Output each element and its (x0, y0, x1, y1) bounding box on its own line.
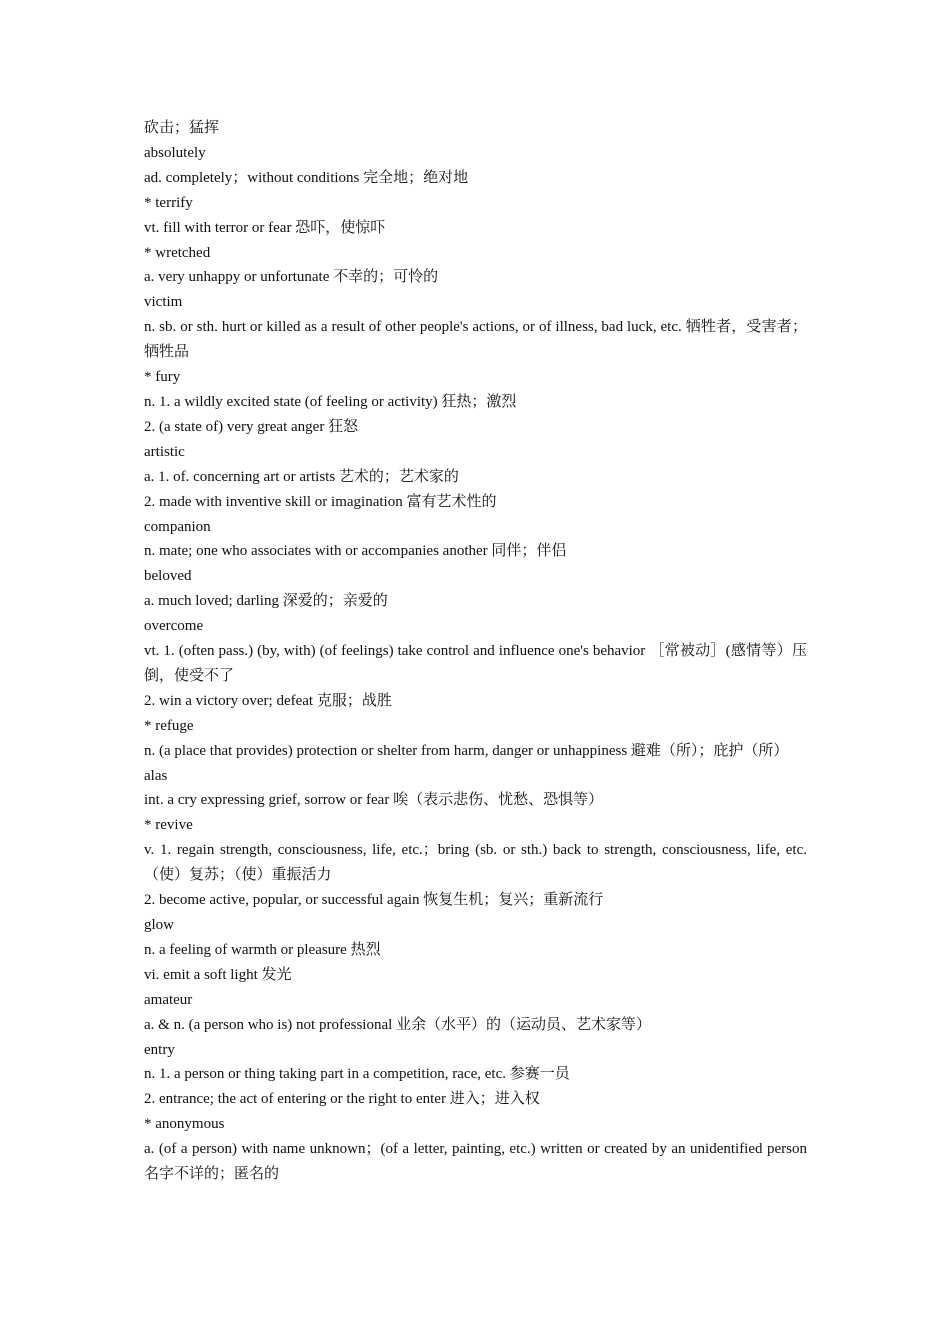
vocab-headword: artistic (144, 443, 185, 460)
vocab-definition: n. mate; one who associates with or accompanies another 同伴；伴侣 (144, 543, 567, 560)
vocab-definition: vt. fill with terror or fear 恐吓，使惊吓 (144, 219, 386, 236)
vocab-definition: 2. entrance; the act of entering or the right to enter 进入；进入权 (144, 1091, 540, 1108)
vocab-headword: * refuge (144, 717, 194, 734)
vocab-definition: n. a feeling of warmth or pleasure 热烈 (144, 941, 381, 958)
vocab-headword: companion (144, 518, 211, 535)
vocab-headword: overcome (144, 618, 204, 635)
vocab-headword: entry (144, 1041, 175, 1058)
vocab-headword: absolutely (144, 144, 206, 161)
vocab-definition: v. 1. regain strength, consciousness, life, etc.；bring (sb. or sth.) back to strength, consciousness, life, etc. （使）复苏；（使）重振活力 (144, 842, 807, 884)
vocab-definition: a. & n. (a person who is) not professional 业余（水平）的（运动员、艺术家等） (144, 1016, 652, 1033)
vocab-definition: a. 1. of. concerning art or artists 艺术的；艺术家的 (144, 468, 459, 485)
vocab-headword: * wretched (144, 244, 211, 261)
vocab-headword: victim (144, 294, 183, 311)
vocab-headword: * terrify (144, 194, 193, 211)
vocab-definition: n. (a place that provides) protection or shelter from harm, danger or unhappiness 避难（所）；庇护（所） (144, 742, 789, 759)
vocab-definition: a. very unhappy or unfortunate 不幸的；可怜的 (144, 269, 439, 286)
vocab-definition: ad. completely；without conditions 完全地；绝对地 (144, 169, 469, 186)
vocab-definition: 2. (a state of) very great anger 狂怒 (144, 418, 359, 435)
vocab-headword: amateur (144, 991, 193, 1008)
vocab-definition: 2. become active, popular, or successful again 恢复生机；复兴；重新流行 (144, 892, 604, 909)
vocab-headword: glow (144, 917, 174, 933)
document-page (144, 116, 807, 1187)
vocab-headword: * anonymous (144, 1116, 225, 1133)
vocab-headword: * fury (144, 369, 181, 386)
vocab-headword: * revive (144, 817, 193, 834)
text-line: 砍击；猛挥 (144, 120, 220, 136)
vocab-definition: a. (of a person) with name unknown；(of a letter, painting, etc.) written or created by an unidentified person 名字不详的；匿名的 (144, 1141, 807, 1183)
vocab-definition: n. sb. or sth. hurt or killed as a result of other people's actions, or of illness, bad luck, etc. 牺牲者，受害者；牺牲品 (144, 319, 807, 361)
vocab-headword: alas (144, 767, 168, 784)
vocab-definition: a. much loved; darling 深爱的；亲爱的 (144, 593, 388, 610)
vocab-definition: 2. made with inventive skill or imagination 富有艺术性的 (144, 493, 497, 510)
vocab-definition: n. 1. a wildly excited state (of feeling or activity) 狂热；激烈 (144, 393, 517, 410)
vocab-definition: 2. win a victory over; defeat 克服；战胜 (144, 692, 392, 709)
vocab-definition: vt. 1. (often pass.) (by, with) (of feelings) take control and influence one's behavior ［常被动］(感情等）压倒，使受不了 (144, 643, 807, 684)
vocab-definition: int. a cry expressing grief, sorrow or fear 唉（表示悲伤、忧愁、恐惧等） (144, 792, 604, 809)
vocab-headword: beloved (144, 568, 192, 585)
vocab-definition: n. 1. a person or thing taking part in a competition, race, etc. 参赛一员 (144, 1066, 570, 1083)
vocab-definition: vi. emit a soft light 发光 (144, 966, 292, 983)
